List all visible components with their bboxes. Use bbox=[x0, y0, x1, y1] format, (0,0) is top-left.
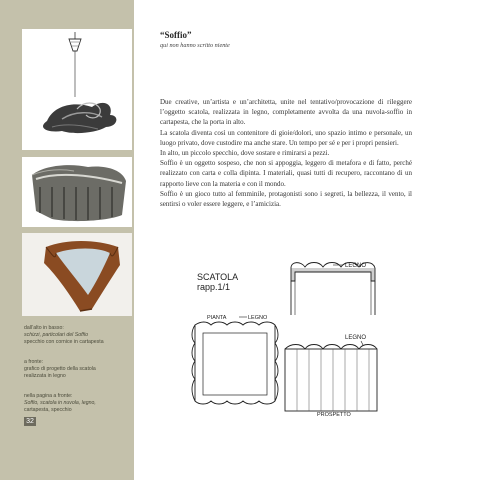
caption-line: schizzi, particolari del Soffio bbox=[24, 332, 89, 338]
article-title: “Soffio” bbox=[160, 30, 192, 40]
caption-line: grafico di progetto della scatola bbox=[24, 366, 96, 372]
left-sidebar bbox=[0, 0, 134, 480]
box-photo bbox=[22, 157, 132, 227]
caption-line: dall’alto in basso: bbox=[24, 325, 64, 331]
label-pianta: PIANTA bbox=[207, 315, 227, 321]
label-legno-top: LEGNO bbox=[345, 263, 367, 269]
caption-line: realizzata in legno bbox=[24, 373, 66, 379]
label-prospetto: PROSPETTO bbox=[317, 412, 351, 418]
drawing-scale: rapp.1/1 bbox=[197, 282, 231, 292]
caption-block-2 bbox=[24, 359, 96, 380]
box-photo-image bbox=[22, 157, 132, 227]
mirror-photo bbox=[22, 233, 132, 316]
drawing-title: SCATOLA bbox=[197, 272, 239, 282]
caption-block-3 bbox=[24, 393, 96, 414]
body-paragraph: Soffio è un oggetto sospeso, che non si appoggia, leggero di metafora e di fatto, perché realizzato con carta e colla dipinta. I materiali, quasi tutti di recupero, raccontano di un rapporto lieve con la materia e con il mondo. bbox=[160, 159, 412, 188]
article-subtitle: qui non hanno scritto niente bbox=[160, 42, 230, 49]
body-paragraph: Soffio è un gioco tutto al femminile, protagonisti sono i segreti, la bellezza, il vento, il sentirsi o voler essere leggere, e l’amicizia. bbox=[160, 189, 412, 209]
body-paragraph: In alto, un piccolo specchio, dove sostare e rimirarsi a pezzi. bbox=[160, 149, 330, 158]
box-technical-drawing bbox=[183, 259, 398, 419]
body-paragraph: Due creative, un’artista e un’architetta, unite nel tentativo/provocazione di rileggere l’oggetto scatola, realizzata in legno, completamente avvolta da una nuvola-soffio in cartapesta, che la porta in alto. bbox=[160, 98, 412, 127]
caption-line: Soffio, scatola in nuvola, legno, bbox=[24, 400, 96, 406]
caption-line: cartapesta, specchio bbox=[24, 407, 72, 413]
soffio-sketch-drawing bbox=[22, 29, 132, 150]
caption-block-1 bbox=[24, 325, 104, 346]
label-legno-plan: LEGNO bbox=[248, 315, 268, 321]
mirror-photo-image bbox=[22, 233, 132, 316]
label-legno-right: LEGNO bbox=[345, 335, 367, 341]
leader-line bbox=[361, 341, 363, 345]
caption-line: nella pagina a fronte: bbox=[24, 393, 73, 399]
caption-line: specchio con cornice in cartapesta bbox=[24, 339, 104, 345]
article-body bbox=[160, 97, 412, 209]
page-number: 32 bbox=[24, 417, 36, 426]
body-paragraph: La scatola diventa così un contenitore di gioie/dolori, uno spazio intimo e personale, un luogo privato, dove custodire ma anche stare. Un tempo per sé e per i propri pensieri. bbox=[160, 128, 412, 147]
caption-line: a fronte: bbox=[24, 359, 44, 365]
sketch-photo bbox=[22, 29, 132, 150]
